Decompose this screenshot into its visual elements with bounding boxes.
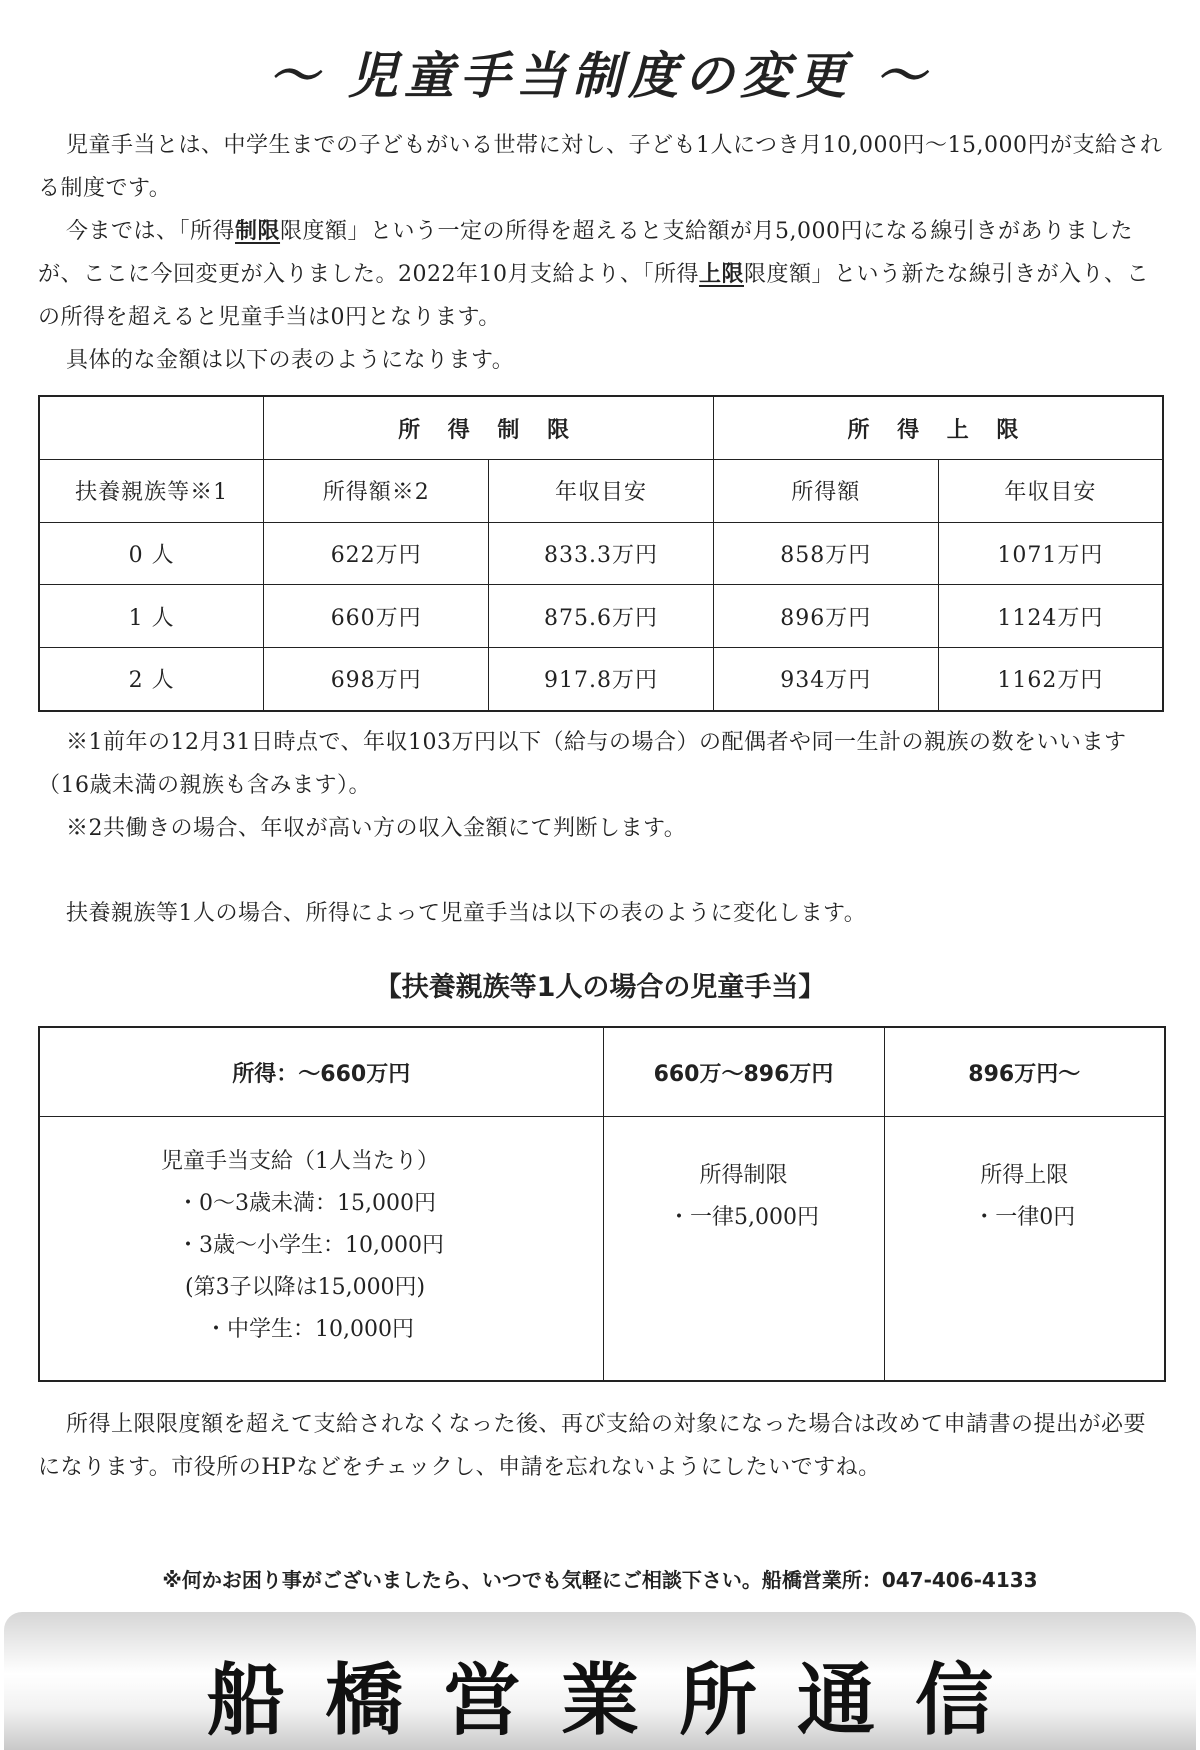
footer-banner (4, 1612, 1196, 1750)
table-cell: 1162万円 (938, 647, 1163, 711)
table-cell: 0 人 (39, 522, 264, 585)
banner-title: 船橋営業所通信 (206, 1656, 1033, 1746)
group-header-limit: 所 得 制 限 (264, 396, 714, 460)
allowance-detail-cell (39, 1117, 603, 1382)
column-header: 所得：～660万円 (39, 1027, 603, 1117)
emphasis-upper: 上限 (698, 261, 744, 287)
table-header-row (39, 460, 1163, 523)
table-cell: 875.6万円 (489, 585, 714, 648)
table-corner-cell (39, 396, 264, 460)
table2-lead (38, 892, 1166, 935)
note-2 (38, 807, 1166, 850)
table-cell: 660万円 (264, 585, 489, 648)
intro-text-2c: 限度額」という一定の所得を超えると支給額が月5,000円になる線引きがありましたが、ここに今回変更が入りました。2022年10月支給より、「所得 (38, 219, 1134, 287)
limit-line: ・一律5,000円 (668, 1205, 819, 1230)
page-title: ～ 児童手当制度の変更 ～ (268, 47, 932, 105)
intro-paragraph-3 (38, 339, 1166, 382)
table2-title: 【扶養親族等1人の場合の児童手当】 (374, 972, 826, 1003)
note-2-text: ※2共働きの場合、年収が高い方の収入金額にて判断します。 (66, 816, 687, 841)
table-cell: 1071万円 (938, 522, 1163, 585)
intro-text-3: 具体的な金額は以下の表のようになります。 (66, 348, 515, 373)
table-cell: 1 人 (39, 585, 264, 648)
column-header: 896万円～ (884, 1027, 1165, 1117)
column-header: 所得額※2 (264, 460, 489, 523)
contact-line: ※何かお困り事がございましたら、いつでも気軽にご相談下さい。船橋営業所：047-406-4133 (162, 1568, 1038, 1592)
table-row (39, 585, 1163, 648)
closing-text: 所得上限限度額を超えて支給されなくなった後、再び支給の対象になった場合は改めて申請書の提出が必要になります。市役所のHPなどをチェックし、申請を忘れないようにしたいですね。 (38, 1412, 1147, 1480)
column-header: 扶養親族等※1 (39, 460, 264, 523)
table-row (39, 1117, 1165, 1382)
table-group-header-row (39, 396, 1163, 460)
table-cell: 934万円 (713, 647, 938, 711)
intro-paragraph-1 (38, 124, 1166, 210)
table-header-row (39, 1027, 1165, 1117)
allowance-line: 児童手当支給（1人当たり） (161, 1149, 439, 1174)
income-threshold-table (38, 395, 1164, 712)
intro-text-2a: 今までは、「所得 (66, 219, 236, 244)
intro-text-2e: 限度額」という新たな線引きが入り、この所得を超えると児童手当は0円となります。 (38, 262, 1150, 330)
table-cell: 698万円 (264, 647, 489, 711)
table-cell: 858万円 (713, 522, 938, 585)
intro-paragraph-2 (38, 210, 1166, 339)
upper-limit-cell (884, 1117, 1165, 1382)
limit-cell (603, 1117, 884, 1382)
column-header: 660万～896万円 (603, 1027, 884, 1117)
allowance-line: ・0～3歳未満：15,000円 (177, 1191, 436, 1216)
allowance-table (38, 1026, 1166, 1382)
note-1-text: ※1前年の12月31日時点で、年収103万円以下（給与の場合）の配偶者や同一生計の親族の数をいいます（16歳未満の親族も含みます）。 (38, 730, 1127, 798)
table-cell: 917.8万円 (489, 647, 714, 711)
table-cell: 896万円 (713, 585, 938, 648)
column-header: 年収目安 (938, 460, 1163, 523)
column-header: 年収目安 (489, 460, 714, 523)
allowance-line: ・3歳～小学生：10,000円 (177, 1233, 444, 1258)
upper-limit-line: ・一律0円 (973, 1205, 1076, 1230)
intro-text-1: 児童手当とは、中学生までの子どもがいる世帯に対し、子ども1人につき月10,000円～15,000円が支給される制度です。 (38, 133, 1163, 201)
table-row (39, 522, 1163, 585)
closing-paragraph (38, 1403, 1166, 1489)
allowance-line: (第3子以降は15,000円) (185, 1275, 426, 1300)
table-cell: 2 人 (39, 647, 264, 711)
table2-lead-text: 扶養親族等1人の場合、所得によって児童手当は以下の表のように変化します。 (66, 901, 867, 926)
table-cell: 833.3万円 (489, 522, 714, 585)
note-1 (38, 721, 1166, 807)
group-header-upper: 所 得 上 限 (713, 396, 1163, 460)
allowance-line: ・中学生：10,000円 (205, 1317, 414, 1342)
table-cell: 622万円 (264, 522, 489, 585)
column-header: 所得額 (713, 460, 938, 523)
upper-limit-line: 所得上限 (980, 1163, 1069, 1188)
table-cell: 1124万円 (938, 585, 1163, 648)
table-row (39, 647, 1163, 711)
limit-line: 所得制限 (699, 1163, 788, 1188)
emphasis-limit: 制限 (235, 218, 281, 244)
